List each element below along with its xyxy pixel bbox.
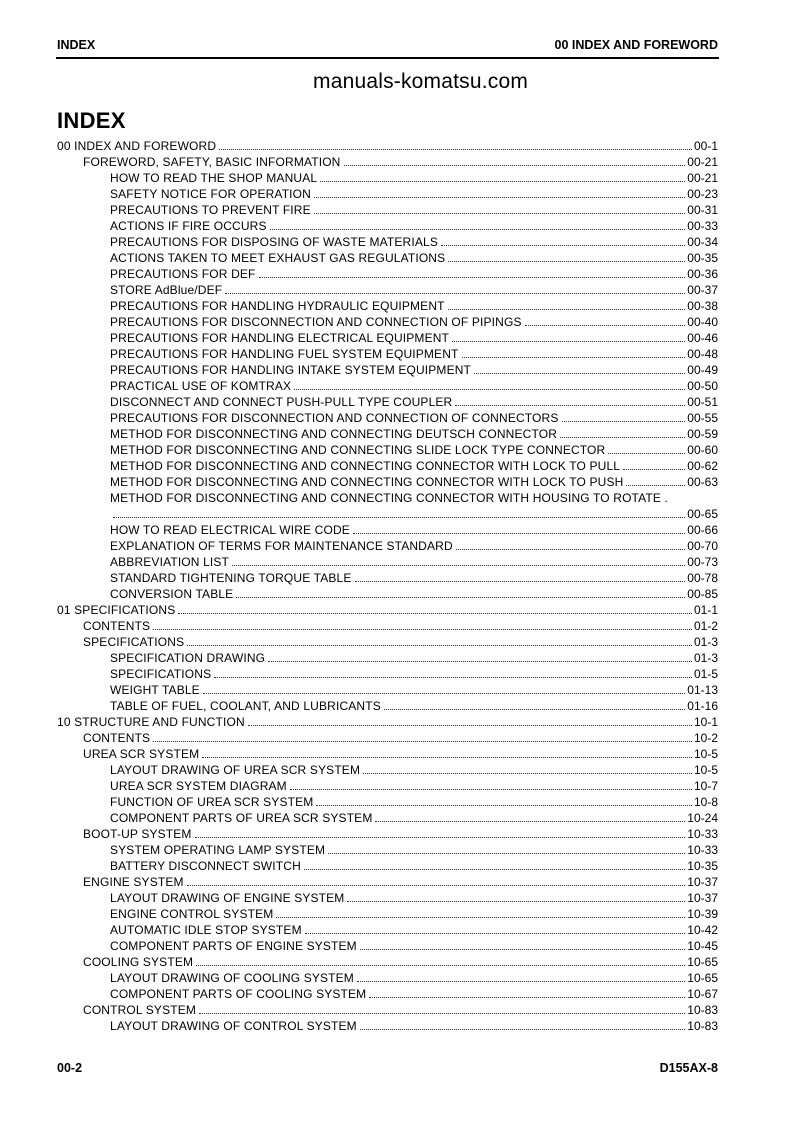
dot-leader: [369, 986, 685, 998]
dot-leader: [268, 650, 692, 662]
dot-leader: [347, 890, 685, 902]
toc-entry-title: AUTOMATIC IDLE STOP SYSTEM: [110, 923, 302, 937]
toc-entry-title: METHOD FOR DISCONNECTING AND CONNECTING CONNECTOR WITH LOCK TO PULL: [110, 459, 621, 473]
dot-leader: [525, 314, 686, 326]
toc-entry-page: 00-55: [687, 411, 718, 425]
dot-leader: [441, 234, 685, 246]
toc-entry-title: ENGINE CONTROL SYSTEM: [110, 907, 274, 921]
toc-entry-title: TABLE OF FUEL, COOLANT, AND LUBRICANTS: [110, 699, 381, 713]
dot-leader: [153, 618, 692, 630]
toc-entry[interactable]: [57, 170, 718, 186]
toc-entry[interactable]: [57, 682, 718, 698]
toc-entry-title: METHOD FOR DISCONNECTING AND CONNECTING DEUTSCH CONNECTOR: [110, 427, 558, 441]
dot-leader: [462, 346, 686, 358]
dot-leader: [455, 394, 685, 406]
toc-entry[interactable]: [57, 922, 718, 938]
toc-entry-title: PRECAUTIONS FOR DISPOSING OF WASTE MATERIALS: [110, 235, 438, 249]
dot-leader: [304, 858, 685, 870]
toc-entry-title: 01 SPECIFICATIONS: [57, 603, 176, 617]
toc-entry[interactable]: [57, 698, 718, 714]
dot-leader: [202, 746, 692, 758]
toc-entry-title: PRECAUTIONS FOR DISCONNECTION AND CONNECTION OF CONNECTORS: [110, 411, 559, 425]
toc-entry[interactable]: [57, 890, 718, 906]
dot-leader: [225, 282, 685, 294]
toc-entry-title: SPECIFICATIONS: [83, 635, 185, 649]
toc-entry[interactable]: [57, 746, 718, 762]
toc-entry-title: ACTIONS TAKEN TO MEET EXHAUST GAS REGULATIONS: [110, 251, 446, 265]
toc-entry-title: CONTENTS: [83, 619, 151, 633]
dot-leader: [375, 810, 685, 822]
toc-entry[interactable]: [57, 298, 718, 314]
toc-entry[interactable]: [57, 410, 718, 426]
toc-entry[interactable]: [57, 378, 718, 394]
toc-entry-page: 10-33: [687, 827, 718, 841]
toc-entry-title: HOW TO READ ELECTRICAL WIRE CODE: [110, 523, 350, 537]
toc-entry-page: 00-36: [687, 267, 718, 281]
toc-entry[interactable]: [57, 970, 718, 986]
toc-entry-page: 00-62: [687, 459, 718, 473]
toc-entry-page: 00-35: [687, 251, 718, 265]
toc-entry-page: 01-3: [693, 635, 718, 649]
toc-entry-title: LAYOUT DRAWING OF COOLING SYSTEM: [110, 971, 354, 985]
toc-entry-page: 10-35: [687, 859, 718, 873]
toc-entry-title: ENGINE SYSTEM: [83, 875, 184, 889]
toc-entry-page: 00-49: [687, 363, 718, 377]
toc-entry[interactable]: [57, 810, 718, 826]
dot-leader: [360, 938, 685, 950]
dot-leader: [626, 474, 685, 486]
toc-entry-page: 10-2: [693, 731, 718, 745]
dot-leader: [203, 682, 685, 694]
dot-leader: [562, 410, 686, 422]
toc-entry-title: METHOD FOR DISCONNECTING AND CONNECTING CONNECTOR WITH LOCK TO PUSH: [110, 475, 624, 489]
toc-entry-title: PRACTICAL USE OF KOMTRAX: [110, 379, 292, 393]
dot-leader: [608, 442, 685, 454]
toc-entry-page: 00-21: [687, 171, 718, 185]
dot-leader: [320, 170, 685, 182]
dot-leader: [363, 762, 692, 774]
toc-entry-page: 00-48: [687, 347, 718, 361]
toc-entry-title: FOREWORD, SAFETY, BASIC INFORMATION: [83, 155, 341, 169]
toc-entry-title: COMPONENT PARTS OF COOLING SYSTEM: [110, 987, 367, 1001]
toc-entry[interactable]: [57, 330, 718, 346]
toc-entry-title: LAYOUT DRAWING OF UREA SCR SYSTEM: [110, 763, 361, 777]
toc-entry[interactable]: [57, 442, 718, 458]
toc-entry[interactable]: [57, 618, 718, 634]
dot-leader: [276, 906, 685, 918]
toc-entry[interactable]: [57, 138, 718, 154]
toc-entry-page: 01-3: [693, 651, 718, 665]
dot-leader: [452, 330, 685, 342]
table-of-contents: [57, 138, 718, 1034]
toc-entry-title: COMPONENT PARTS OF ENGINE SYSTEM: [110, 939, 357, 953]
toc-entry[interactable]: [57, 266, 718, 282]
toc-entry-title: LAYOUT DRAWING OF ENGINE SYSTEM: [110, 891, 345, 905]
toc-entry[interactable]: [57, 634, 718, 650]
watermark: manuals-komatsu.com: [313, 70, 529, 93]
toc-entry-page: 00-40: [687, 315, 718, 329]
dot-leader: [328, 842, 685, 854]
toc-entry-page: 01-2: [693, 619, 718, 633]
toc-entry-page: 01-16: [687, 699, 718, 713]
toc-entry[interactable]: [57, 778, 718, 794]
dot-leader: [294, 378, 685, 390]
toc-entry[interactable]: [57, 570, 718, 586]
toc-entry-title: UREA SCR SYSTEM DIAGRAM: [110, 779, 287, 793]
dot-leader: [353, 522, 685, 534]
toc-entry[interactable]: [57, 314, 718, 330]
dot-leader: [560, 426, 685, 438]
toc-entry[interactable]: [57, 250, 718, 266]
toc-entry-title: FUNCTION OF UREA SCR SYSTEM: [110, 795, 314, 809]
toc-entry-page: 00-50: [687, 379, 718, 393]
dot-leader: [219, 138, 692, 150]
header-rule: [56, 57, 719, 59]
toc-entry[interactable]: [57, 586, 718, 602]
toc-entry-page: 10-1: [693, 715, 718, 729]
toc-entry-title: 00 INDEX AND FOREWORD: [57, 139, 217, 153]
toc-entry-page: 00-23: [687, 187, 718, 201]
running-header-right: 00 INDEX AND FOREWORD: [554, 38, 718, 52]
toc-entry[interactable]: [57, 282, 718, 298]
toc-entry-page: 00-31: [687, 203, 718, 217]
toc-entry-title: SPECIFICATION DRAWING: [110, 651, 266, 665]
dot-leader: [357, 970, 685, 982]
dot-leader: [270, 218, 686, 230]
toc-entry[interactable]: [57, 650, 718, 666]
toc-entry-page: 00-85: [687, 587, 718, 601]
dot-leader: [187, 634, 692, 646]
toc-entry-page: 10-24: [687, 811, 718, 825]
running-header-left: INDEX: [57, 38, 96, 52]
toc-entry-title: BOOT-UP SYSTEM: [83, 827, 192, 841]
dot-leader: [214, 666, 692, 678]
toc-entry-title: METHOD FOR DISCONNECTING AND CONNECTING SLIDE LOCK TYPE CONNECTOR: [110, 443, 606, 457]
toc-entry-page: 00-78: [687, 571, 718, 585]
toc-entry-page: 10-39: [687, 907, 718, 921]
dot-leader: [355, 570, 686, 582]
toc-entry-title: STANDARD TIGHTENING TORQUE TABLE: [110, 571, 352, 585]
toc-entry-title: SYSTEM OPERATING LAMP SYSTEM: [110, 843, 326, 857]
toc-entry-title: PRECAUTIONS FOR DEF: [110, 267, 256, 281]
toc-entry-title: PRECAUTIONS FOR HANDLING HYDRAULIC EQUIPMENT: [110, 299, 445, 313]
toc-entry[interactable]: [57, 1018, 718, 1034]
dot-leader: [290, 778, 692, 790]
toc-entry[interactable]: [57, 554, 718, 570]
dot-leader: [448, 298, 686, 310]
dot-leader: [199, 1002, 685, 1014]
toc-entry-page: 00-1: [693, 139, 718, 153]
toc-entry[interactable]: [57, 714, 718, 730]
toc-entry[interactable]: [57, 234, 718, 250]
toc-entry-page: 10-8: [693, 795, 718, 809]
toc-entry-page: 10-5: [693, 747, 718, 761]
toc-entry-page: 00-38: [687, 299, 718, 313]
toc-entry-title: DISCONNECT AND CONNECT PUSH-PULL TYPE COUPLER: [110, 395, 453, 409]
toc-entry-page: 00-46: [687, 331, 718, 345]
toc-entry-title: STORE AdBlue/DEF: [110, 283, 223, 297]
toc-entry-title: COMPONENT PARTS OF UREA SCR SYSTEM: [110, 811, 373, 825]
dot-leader: [456, 538, 686, 550]
toc-entry[interactable]: [57, 858, 718, 874]
toc-entry-page: 00-63: [687, 475, 718, 489]
dot-leader: [178, 602, 692, 614]
toc-entry[interactable]: [57, 458, 718, 474]
toc-entry-page: 00-70: [687, 539, 718, 553]
toc-entry[interactable]: [57, 218, 718, 234]
dot-leader: [314, 202, 686, 214]
toc-entry-title: PRECAUTIONS FOR HANDLING INTAKE SYSTEM EQUIPMENT: [110, 363, 472, 377]
toc-entry-page: 10-65: [687, 955, 718, 969]
dot-leader: [344, 154, 686, 166]
toc-entry-page: 00-34: [687, 235, 718, 249]
toc-entry-page: 10-83: [687, 1019, 718, 1033]
toc-entry[interactable]: [57, 506, 718, 522]
toc-entry-title: UREA SCR SYSTEM: [83, 747, 200, 761]
dot-leader: [259, 266, 686, 278]
toc-entry-page: 10-5: [693, 763, 718, 777]
dot-leader: [236, 586, 685, 598]
dot-leader: [196, 954, 685, 966]
toc-entry-page: 01-5: [693, 667, 718, 681]
toc-entry-page: 00-51: [687, 395, 718, 409]
dot-leader: [623, 458, 685, 470]
toc-entry-page: 00-65: [687, 507, 718, 521]
toc-entry-title: CONVERSION TABLE: [110, 587, 234, 601]
toc-entry-page: 10-67: [687, 987, 718, 1001]
toc-entry-page: 10-37: [687, 875, 718, 889]
page-title: INDEX: [57, 108, 126, 133]
model-number: D155AX-8: [659, 1061, 718, 1075]
toc-entry-title: ABBREVIATION LIST: [110, 555, 230, 569]
toc-entry-title: CONTROL SYSTEM: [83, 1003, 197, 1017]
toc-entry-page: 00-21: [687, 155, 718, 169]
toc-entry-page: 10-37: [687, 891, 718, 905]
dot-leader: [187, 874, 686, 886]
toc-entry[interactable]: [57, 842, 718, 858]
toc-entry-page: 00-37: [687, 283, 718, 297]
toc-entry[interactable]: [57, 986, 718, 1002]
toc-entry-title: CONTENTS: [83, 731, 151, 745]
toc-entry[interactable]: [57, 346, 718, 362]
toc-entry[interactable]: [57, 938, 718, 954]
toc-entry[interactable]: [57, 154, 718, 170]
toc-entry[interactable]: [57, 794, 718, 810]
toc-entry-title: PRECAUTIONS FOR DISCONNECTION AND CONNECTION OF PIPINGS: [110, 315, 522, 329]
toc-entry[interactable]: [57, 602, 718, 618]
toc-entry[interactable]: [57, 762, 718, 778]
toc-entry-page: 00-33: [687, 219, 718, 233]
page-number: 00-2: [57, 1061, 83, 1075]
toc-entry-title: COOLING SYSTEM: [83, 955, 194, 969]
dot-leader: [314, 186, 685, 198]
toc-entry-title: PRECAUTIONS FOR HANDLING FUEL SYSTEM EQUIPMENT: [110, 347, 459, 361]
toc-entry[interactable]: [57, 394, 718, 410]
dot-leader: [113, 506, 685, 518]
toc-entry-page: 00-66: [687, 523, 718, 537]
toc-entry[interactable]: [57, 522, 718, 538]
toc-entry[interactable]: [57, 490, 718, 506]
toc-entry-page: 00-60: [687, 443, 718, 457]
toc-entry[interactable]: [57, 666, 718, 682]
dot-leader: [195, 826, 686, 838]
toc-entry-page: 10-65: [687, 971, 718, 985]
toc-entry-title: ACTIONS IF FIRE OCCURS: [110, 219, 267, 233]
toc-entry-page: 00-59: [687, 427, 718, 441]
dot-leader: [474, 362, 685, 374]
toc-entry[interactable]: [57, 186, 718, 202]
toc-entry-title: 10 STRUCTURE AND FUNCTION: [57, 715, 245, 729]
toc-entry[interactable]: [57, 874, 718, 890]
toc-entry[interactable]: [57, 474, 718, 490]
toc-entry[interactable]: [57, 1002, 718, 1018]
toc-entry-page: 10-42: [687, 923, 718, 937]
toc-entry-title: LAYOUT DRAWING OF CONTROL SYSTEM: [110, 1019, 357, 1033]
toc-entry-page: 10-7: [693, 779, 718, 793]
dot-leader: [448, 250, 685, 262]
toc-entry[interactable]: [57, 730, 718, 746]
dot-leader: [153, 730, 692, 742]
toc-entry[interactable]: [57, 906, 718, 922]
toc-entry[interactable]: [57, 426, 718, 442]
toc-entry-page: 10-45: [687, 939, 718, 953]
toc-entry-page: 01-1: [693, 603, 718, 617]
toc-entry[interactable]: [57, 826, 718, 842]
dot-leader: [305, 922, 686, 934]
dot-leader: [360, 1018, 685, 1030]
toc-entry-title: BATTERY DISCONNECT SWITCH: [110, 859, 301, 873]
dot-leader: [248, 714, 692, 726]
toc-entry[interactable]: [57, 954, 718, 970]
toc-entry-title: METHOD FOR DISCONNECTING AND CONNECTING CONNECTOR WITH HOUSING TO ROTATE .: [110, 491, 669, 505]
toc-entry-title: SAFETY NOTICE FOR OPERATION: [110, 187, 311, 201]
toc-entry-page: 01-13: [687, 683, 718, 697]
toc-entry[interactable]: [57, 538, 718, 554]
toc-entry-page: 10-33: [687, 843, 718, 857]
toc-entry-page: 10-83: [687, 1003, 718, 1017]
toc-entry-title: HOW TO READ THE SHOP MANUAL: [110, 171, 318, 185]
toc-entry[interactable]: [57, 362, 718, 378]
dot-leader: [232, 554, 685, 566]
toc-entry-title: WEIGHT TABLE: [110, 683, 200, 697]
toc-entry-title: PRECAUTIONS TO PREVENT FIRE: [110, 203, 311, 217]
dot-leader: [384, 698, 685, 710]
toc-entry-title: SPECIFICATIONS: [110, 667, 212, 681]
dot-leader: [316, 794, 692, 806]
toc-entry-title: PRECAUTIONS FOR HANDLING ELECTRICAL EQUIPMENT: [110, 331, 450, 345]
toc-entry-page: 00-73: [687, 555, 718, 569]
toc-entry[interactable]: [57, 202, 718, 218]
toc-entry-title: EXPLANATION OF TERMS FOR MAINTENANCE STANDARD: [110, 539, 453, 553]
